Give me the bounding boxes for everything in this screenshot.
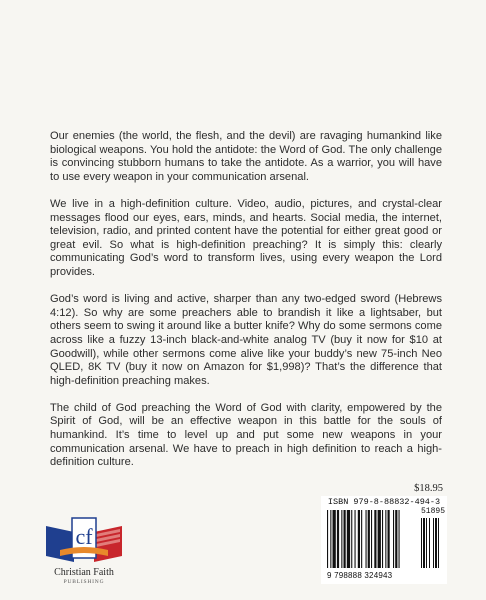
isbn-text: ISBN 979-8-88832-494-3 <box>327 497 441 507</box>
barcode-icon <box>321 508 447 572</box>
paragraph-2: We live in a high-definition culture. Video, audio, pictures, and crystal-clear messages flood our eyes, ears, minds, and hearts. Social media, the internet, television, radio, and printed content have the potential for either great good or great evil. So what is high-definition preaching? It is simply this: clearly communicating God’s word to transform lives, using every weapon the Lord provides. <box>50 197 442 278</box>
barcode-addon: 51895 <box>421 507 446 516</box>
back-cover-text <box>50 130 442 483</box>
barcode-digits: 9 798888 324943 <box>327 571 393 580</box>
publisher-subtitle: PUBLISHING <box>63 579 105 585</box>
paragraph-1: Our enemies (the world, the flesh, and the devil) are ravaging humankind like biological weapons. You hold the antidote: the Word of God. The only challenge is convincing stubborn humans to take the antidote. As a warrior, you will have to use every weapon in your communication arsenal. <box>50 130 442 183</box>
paragraph-4: The child of God preaching the Word of God with clarity, empowered by the Spirit of God, will be an effective weapon in this battle for the souls of humankind. It’s time to level up and put some new weapons in your communication arsenal. We have to preach in high definition to reach a high-definition culture. <box>50 401 442 469</box>
publisher-logo <box>34 510 134 585</box>
paragraph-3: God’s word is living and active, sharper than any two-edged sword (Hebrews 4:12). So why are some preachers able to brandish it like a lightsaber, but others seem to swing it around like a butter knife? Why do some sermons come across like a fuzzy 13-inch black-and-white analog TV (buy it now for $10 at Goodwill), while other sermons come alive like your buddy’s new 75-inch Neo QLED, 8K TV (buy it now on Amazon for $1,998)? That’s the difference that high-definition preaching makes. <box>50 293 442 387</box>
price-label: $18.95 <box>414 483 443 494</box>
logo-letters: cf <box>75 524 93 549</box>
isbn-barcode <box>321 496 447 584</box>
open-book-logo-icon <box>34 510 134 568</box>
publisher-name: Christian Faith <box>54 567 114 578</box>
